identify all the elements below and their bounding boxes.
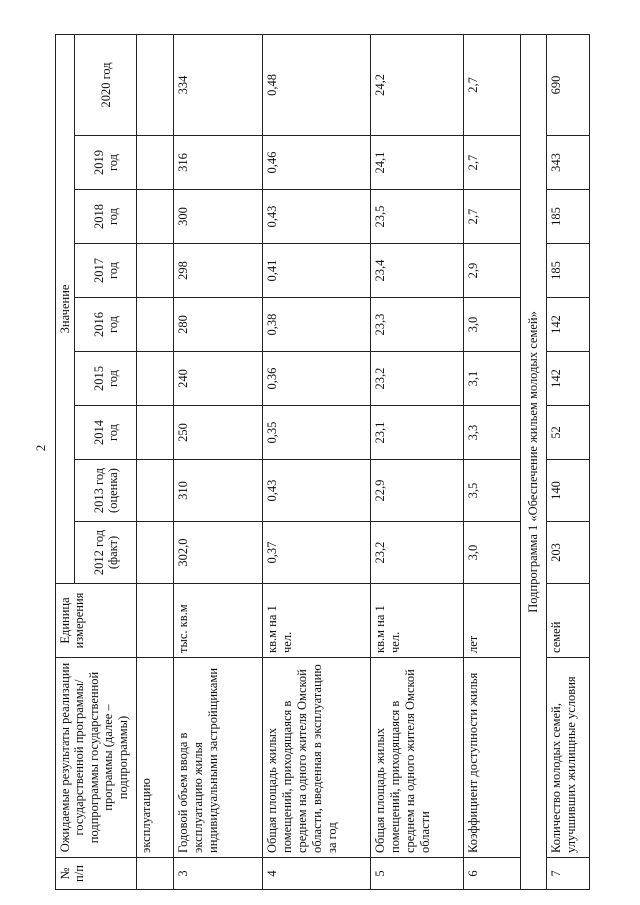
row-value: 24,2 bbox=[371, 34, 464, 135]
row-unit: семей bbox=[546, 584, 589, 658]
header-year: 2016 год bbox=[75, 298, 137, 352]
row-value: 300 bbox=[174, 190, 263, 244]
row-value: 2,7 bbox=[464, 190, 520, 244]
row-num: 7 bbox=[546, 858, 589, 890]
row-value: 3,0 bbox=[464, 298, 520, 352]
row-value: 302,0 bbox=[174, 522, 263, 584]
row-value: 22,9 bbox=[371, 460, 464, 522]
row-value: 142 bbox=[546, 352, 589, 406]
row-value: 0,38 bbox=[262, 298, 370, 352]
row-value: 2,7 bbox=[464, 136, 520, 190]
table-row bbox=[464, 34, 520, 889]
row-value bbox=[137, 352, 174, 406]
row-value: 140 bbox=[546, 460, 589, 522]
row-value: 142 bbox=[546, 298, 589, 352]
row-value: 23,3 bbox=[371, 298, 464, 352]
header-unit: Единица измерения bbox=[56, 584, 137, 658]
row-value: 280 bbox=[174, 298, 263, 352]
row-value bbox=[137, 298, 174, 352]
row-value: 0,46 bbox=[262, 136, 370, 190]
table-row bbox=[371, 34, 464, 889]
row-num bbox=[137, 858, 174, 890]
row-result: Общая площадь жилых помещений, приходящаяся в среднем на одного жителя Омской области, введенная в эксплуатацию за год bbox=[262, 658, 370, 858]
row-value: 23,5 bbox=[371, 190, 464, 244]
row-value: 0,36 bbox=[262, 352, 370, 406]
row-value: 240 bbox=[174, 352, 263, 406]
row-result: Общая площадь жилых помещений, приходящаяся в среднем на одного жителя Омской области bbox=[371, 658, 464, 858]
row-value: 203 bbox=[546, 522, 589, 584]
table-row bbox=[546, 34, 589, 889]
row-value: 23,1 bbox=[371, 406, 464, 460]
row-num: 5 bbox=[371, 858, 464, 890]
header-year: 2015 год bbox=[75, 352, 137, 406]
row-value bbox=[137, 136, 174, 190]
page-number: 2 bbox=[33, 444, 48, 452]
row-value: 24,1 bbox=[371, 136, 464, 190]
row-value: 23,2 bbox=[371, 352, 464, 406]
row-value bbox=[137, 406, 174, 460]
row-unit: кв.м на 1 чел. bbox=[371, 584, 464, 658]
header-row-1 bbox=[56, 34, 75, 889]
row-value: 0,41 bbox=[262, 244, 370, 298]
row-value bbox=[137, 460, 174, 522]
row-value: 2,7 bbox=[464, 34, 520, 135]
row-value: 23,4 bbox=[371, 244, 464, 298]
header-year: 2014 год bbox=[75, 406, 137, 460]
header-year: 2019 год bbox=[75, 136, 137, 190]
row-value: 250 bbox=[174, 406, 263, 460]
row-value: 690 bbox=[546, 34, 589, 135]
subprogram-row bbox=[520, 34, 546, 889]
row-value: 0,43 bbox=[262, 190, 370, 244]
header-value: Значение bbox=[56, 34, 75, 583]
row-result: Коэффициент доступности жилья bbox=[464, 658, 520, 858]
header-year: 2013 год (оценка) bbox=[75, 460, 137, 522]
row-value bbox=[137, 244, 174, 298]
row-value: 23,2 bbox=[371, 522, 464, 584]
row-value: 185 bbox=[546, 244, 589, 298]
header-year: 2012 год (факт) bbox=[75, 522, 137, 584]
row-value bbox=[137, 522, 174, 584]
row-value bbox=[137, 190, 174, 244]
row-value: 310 bbox=[174, 460, 263, 522]
row-value: 3,5 bbox=[464, 460, 520, 522]
row-value: 298 bbox=[174, 244, 263, 298]
row-value: 0,43 bbox=[262, 460, 370, 522]
header-year: 2018 год bbox=[75, 190, 137, 244]
header-year: 2017 год bbox=[75, 244, 137, 298]
row-result: Годовой объем ввода в эксплуатацию жилья индивидуальными застройщиками bbox=[174, 658, 263, 858]
subprogram-title: Подпрограмма 1 «Обеспечение жильем молодых семей» bbox=[520, 34, 546, 889]
row-result: Количество молодых семей, улучшивших жилищные условия bbox=[546, 658, 589, 858]
row-value: 3,3 bbox=[464, 406, 520, 460]
table-row bbox=[137, 34, 174, 889]
header-result: Ожидаемые результаты реализации государственной программы/подпрограммы государственной программы (далее – подпрограммы) bbox=[56, 658, 137, 858]
header-num: № п/п bbox=[56, 858, 137, 890]
row-value: 3,0 bbox=[464, 522, 520, 584]
row-unit: тыс. кв.м bbox=[174, 584, 263, 658]
header-year: 2020 год bbox=[75, 34, 137, 135]
row-num: 4 bbox=[262, 858, 370, 890]
row-unit bbox=[137, 584, 174, 658]
row-result: эксплуатацию bbox=[137, 658, 174, 858]
table-body bbox=[137, 34, 590, 889]
row-value: 3,1 bbox=[464, 352, 520, 406]
row-value: 52 bbox=[546, 406, 589, 460]
row-value bbox=[137, 34, 174, 135]
row-unit: кв.м на 1 чел. bbox=[262, 584, 370, 658]
row-value: 334 bbox=[174, 34, 263, 135]
row-num: 3 bbox=[174, 858, 263, 890]
row-value: 316 bbox=[174, 136, 263, 190]
row-value: 0,35 bbox=[262, 406, 370, 460]
row-num: 6 bbox=[464, 858, 520, 890]
row-unit: лет bbox=[464, 584, 520, 658]
table-row bbox=[174, 34, 263, 889]
row-value: 0,37 bbox=[262, 522, 370, 584]
results-table-container bbox=[55, 35, 590, 890]
row-value: 0,48 bbox=[262, 34, 370, 135]
table-row bbox=[262, 34, 370, 889]
row-value: 185 bbox=[546, 190, 589, 244]
row-value: 343 bbox=[546, 136, 589, 190]
row-value: 2,9 bbox=[464, 244, 520, 298]
results-table bbox=[55, 34, 590, 890]
